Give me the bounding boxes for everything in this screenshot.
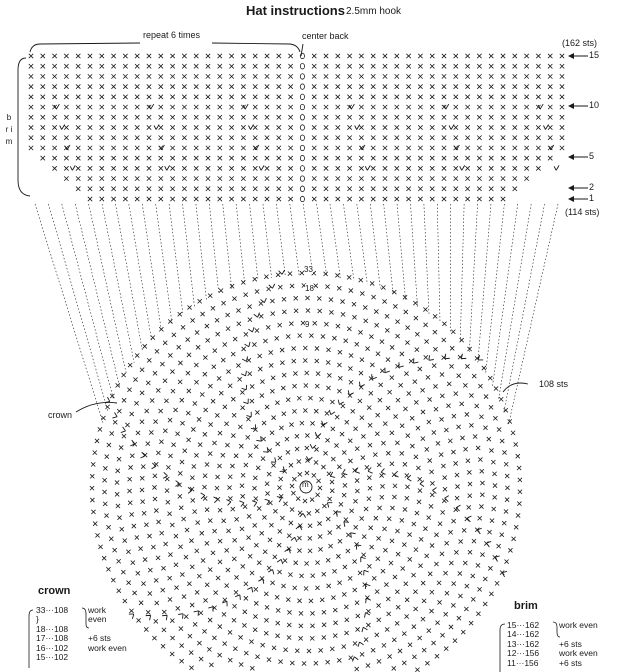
brim-increase-marks [54, 104, 559, 170]
brim-key-title: brim [514, 600, 538, 612]
crown-key-table [36, 605, 127, 662]
round-marker-9: 9 [305, 320, 310, 329]
center-back-column [300, 53, 304, 201]
hook-size: 2.5mm hook [346, 6, 402, 17]
row-marker-5: 5 [589, 151, 595, 161]
bottom-stitch-count: (114 sts) [565, 207, 600, 217]
key-row: 17···108 [36, 633, 69, 644]
crown-label: crown [48, 410, 73, 420]
key-row: 15···162 [507, 620, 540, 630]
key-row: 33···108 [36, 605, 69, 615]
crown-stitch-rings [90, 271, 522, 672]
arrowheads [568, 53, 574, 202]
row-marker-1: 1 [589, 193, 595, 203]
crown-key-title: crown [38, 585, 71, 597]
row-marker-10: 10 [589, 100, 600, 110]
key-row: 11···156 [507, 657, 539, 668]
row-marker-15: 15 [589, 50, 600, 60]
key-note: work even [559, 620, 598, 630]
key-row: 13···162 [507, 638, 540, 649]
key-row: } [36, 614, 39, 625]
key-note: +6 sts [559, 657, 582, 668]
crown-leader [76, 402, 117, 412]
connector-lines [35, 204, 558, 424]
key-row: 14···162 [507, 629, 540, 640]
sts108-leader [503, 383, 528, 392]
center-back-label: center back [302, 31, 349, 41]
key-note: work even [559, 648, 598, 659]
round-marker-18: 18 [305, 284, 314, 293]
brim-stitch-grid [29, 54, 564, 201]
brim-vertical-label: b r i m [5, 113, 13, 146]
key-row: 18···108 [36, 623, 69, 634]
brim-brace [18, 58, 30, 196]
key-note: +6 sts [559, 638, 582, 649]
key-note: even [88, 614, 107, 625]
repeat-label: repeat 6 times [143, 30, 201, 40]
page-title: Hat instructions [246, 3, 345, 18]
key-note: +6 sts [88, 633, 111, 644]
key-row: 16···102 [36, 642, 69, 653]
key-note: work [88, 605, 106, 615]
center-back-leader [301, 44, 303, 56]
center-mark: m [302, 480, 309, 489]
round-marker-33: 33 [304, 265, 313, 274]
top-stitch-count: (162 sts) [562, 38, 598, 48]
row-marker-2: 2 [589, 182, 595, 192]
key-note: work even [88, 642, 127, 653]
crown-stitch-count: 108 sts [539, 379, 569, 389]
brim-key-table [507, 620, 598, 668]
repeat-brace-right [212, 43, 300, 52]
key-row: 15···102 [36, 651, 69, 662]
repeat-brace [30, 43, 140, 52]
key-row: 12···156 [507, 648, 540, 659]
